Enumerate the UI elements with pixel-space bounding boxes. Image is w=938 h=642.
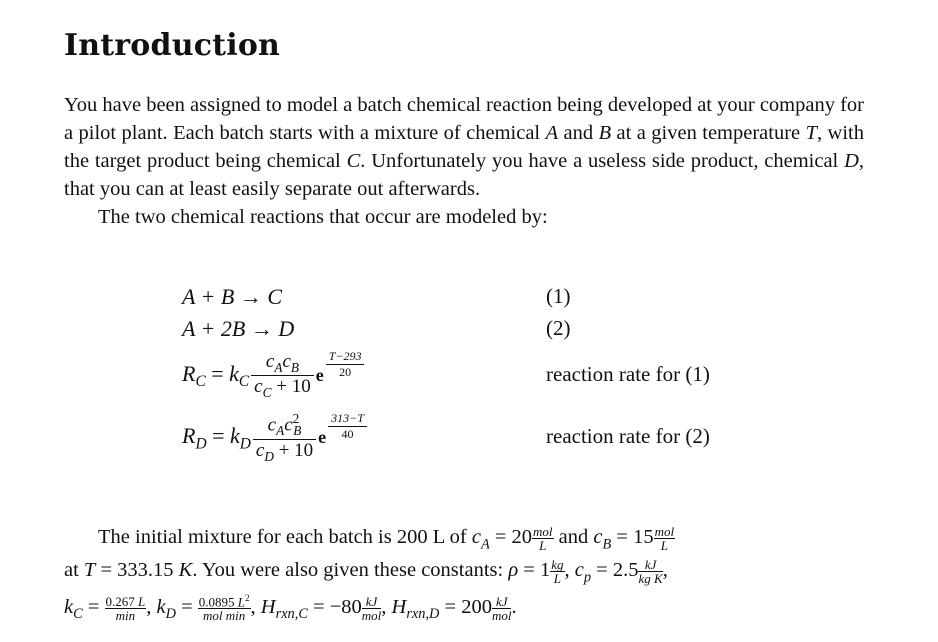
initial-line-3: $k_C$ = 0.267 L min , $k_D$ = 0.0895 $L^2$ mol min , $H_{rxn,C} = -80$ kJ mol , $H_{rxn,D} = 200$ kJ mol . [64,593,517,624]
rate-equation-c: $R_C = k_C$ $\frac{c_Ac_B}{c_C + 10}$ e $\frac{T-293}{20}$ [182,350,366,400]
rate-equation-d: $R_D = k_D$ $\frac{c_Ac^2_B}{c_D + 10}$ e $\frac{313-T}{40}$ [182,412,369,464]
rate-c-note: reaction rate for (1) [546,362,710,386]
equation-1-tag: (1) [546,284,571,308]
equation-2: A + 2B → D [182,316,295,341]
equation-1: A + B → C [182,284,282,309]
rate-d-note: reaction rate for (2) [546,424,710,448]
equation-2-tag: (2) [546,316,571,340]
intro-paragraph-2: The two chemical reactions that occur are modeled by: [98,206,548,228]
initial-line-1: The initial mixture for each batch is 200 L of $c_A = 20$ mol L and $c_B = 15$ mol L [98,524,675,553]
intro-paragraph: You have been assigned to model a batch chemical reaction being developed at your company for a pilot plant. Each batch starts with a mixture of chemical A and B at a given temperature T, with the target product being chemical C. Unfortunately you have a useless side product, chemical D, that you can at least easily separate out afterwards. The two chemical reactions that occur are modeled by: [64,91,864,231]
section-heading: Introduction [64,28,281,63]
initial-line-2: at T = 333.15 K. You were also given these constants: ρ = 1 $\frac{kg}{L}$ , $c_p = 2.5$ $\frac{kJ}{\text{kg K}}$ , [64,557,668,586]
